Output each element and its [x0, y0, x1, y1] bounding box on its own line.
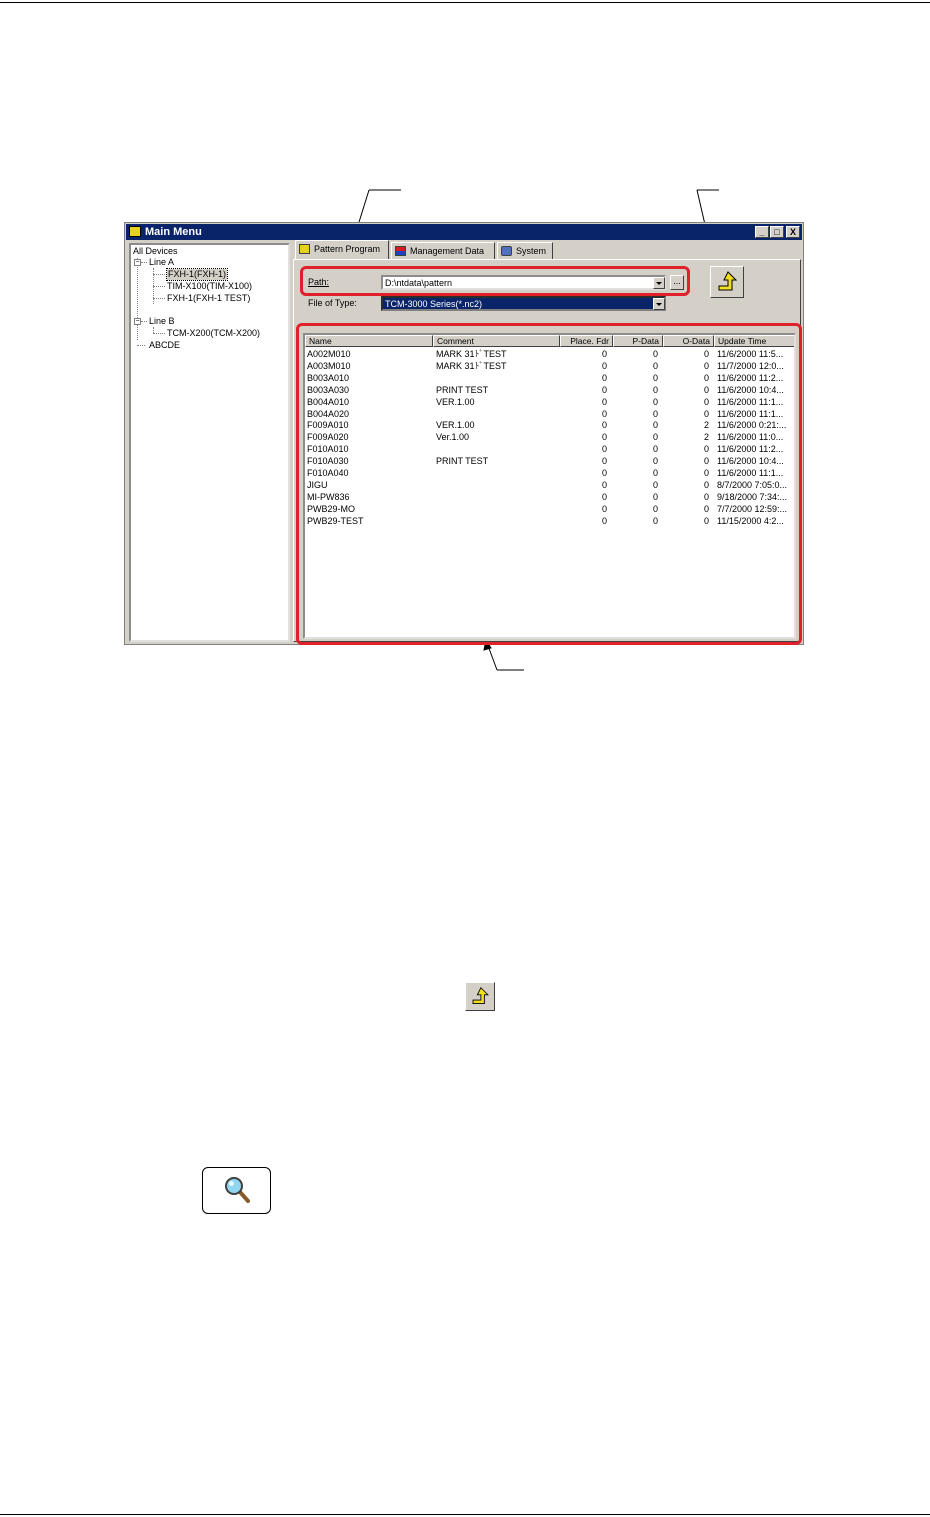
col-header-p-data[interactable]: P-Data	[613, 335, 663, 347]
file-type-label: File of Type:	[308, 298, 357, 308]
table-cell: MARK 31ﾄﾞTEST	[436, 360, 507, 371]
table-cell: 11/6/2000 0:21:...	[717, 420, 787, 431]
device-tree[interactable]	[129, 243, 290, 642]
title-bar	[126, 224, 802, 240]
tree-item-line-a[interactable]: Line A	[149, 257, 175, 267]
table-cell: Ver.1.00	[436, 432, 470, 443]
tab-label: System	[516, 246, 547, 256]
table-cell: 0	[652, 491, 658, 502]
window-title: Main Menu	[145, 226, 202, 238]
col-header-comment[interactable]: Comment	[433, 335, 560, 347]
table-cell: 11/6/2000 11:1...	[717, 468, 784, 478]
table-cell: 9/18/2000 7:34:...	[717, 491, 788, 502]
table-cell: F010A010	[307, 444, 349, 455]
table-cell: 0	[703, 349, 709, 359]
table-cell: 0	[652, 360, 658, 371]
table-cell: A003M010	[307, 360, 351, 371]
tab-system[interactable]	[497, 242, 553, 260]
table-cell: 0	[652, 420, 658, 431]
table-cell: 0	[703, 456, 709, 467]
up-folder-button[interactable]	[710, 266, 744, 298]
table-cell: 11/15/2000 4:2...	[717, 515, 784, 526]
table-cell: 7/7/2000 12:59:...	[717, 503, 788, 514]
table-cell: B003A010	[307, 372, 350, 383]
minimize-button[interactable]: _	[755, 226, 769, 238]
table-cell: 11/6/2000 10:4...	[717, 384, 784, 395]
file-type-dropdown-button[interactable]	[653, 298, 665, 310]
tab-label: Management Data	[410, 246, 485, 256]
table-cell: 0	[601, 479, 607, 490]
col-header-update-time[interactable]: Update Time	[714, 335, 796, 347]
table-cell: JIGU	[307, 479, 328, 490]
management-data-icon	[395, 246, 406, 256]
table-cell: PRINT TEST	[436, 384, 489, 395]
table-cell: 0	[703, 396, 709, 407]
maximize-button[interactable]: □	[770, 226, 784, 238]
table-cell: F010A030	[307, 456, 349, 467]
table-cell: F010A040	[307, 468, 349, 478]
table-cell: 0	[601, 491, 607, 502]
table-cell: 0	[703, 491, 709, 502]
tree-item-line-b[interactable]: Line B	[149, 316, 175, 326]
table-cell: 0	[652, 515, 658, 526]
tree-root[interactable]: All Devices	[133, 246, 178, 256]
table-cell: 11/6/2000 11:5...	[717, 349, 784, 359]
pattern-program-icon	[299, 244, 310, 254]
up-folder-icon	[711, 267, 743, 297]
table-cell: MARK 31ﾄﾞTEST	[436, 349, 507, 359]
table-cell: 11/6/2000 11:0...	[717, 432, 784, 443]
table-cell: 2	[703, 420, 709, 431]
table-cell: B004A010	[307, 396, 350, 407]
table-cell: 11/6/2000 11:1...	[717, 408, 784, 419]
tab-pattern-program[interactable]	[295, 240, 389, 260]
col-header-o-data[interactable]: O-Data	[663, 335, 714, 347]
table-cell: MI-PW836	[307, 491, 350, 502]
table-cell: F009A010	[307, 420, 349, 431]
system-icon	[501, 246, 512, 256]
table-cell: 0	[601, 432, 607, 443]
tree-item-tcm-x200[interactable]: TCM-X200(TCM-X200)	[167, 328, 261, 338]
table-cell: 11/6/2000 11:2...	[717, 444, 784, 455]
table-cell: 0	[703, 479, 709, 490]
table-cell: 0	[652, 456, 658, 467]
browse-button[interactable]: ...	[670, 275, 684, 290]
table-cell: 0	[703, 468, 709, 478]
up-folder-icon	[466, 983, 494, 1010]
table-cell: 11/6/2000 11:1...	[717, 396, 784, 407]
main-menu-window	[124, 222, 804, 645]
table-cell: PWB29-TEST	[307, 515, 364, 526]
table-cell: 0	[652, 479, 658, 490]
table-cell: PRINT TEST	[436, 456, 489, 467]
table-cell: F009A020	[307, 432, 349, 443]
table-cell: 0	[703, 444, 709, 455]
table-cell: 11/6/2000 11:2...	[717, 372, 784, 383]
table-cell: 11/7/2000 12:0...	[717, 360, 784, 371]
tree-item-fxh1-test[interactable]: FXH-1(FXH-1 TEST)	[167, 293, 251, 303]
table-cell: 0	[703, 384, 709, 395]
table-cell: VER.1.00	[436, 396, 475, 407]
col-header-place-fdr[interactable]: Place. Fdr	[560, 335, 613, 347]
table-cell: PWB29-MO	[307, 503, 356, 514]
line-b-toggle[interactable]: −	[135, 318, 140, 325]
table-cell: 0	[652, 396, 658, 407]
table-cell: 0	[601, 360, 607, 371]
table-cell: 0	[601, 384, 607, 395]
app-icon	[129, 226, 141, 237]
table-cell: 0	[703, 360, 709, 371]
table-cell: 0	[601, 468, 607, 478]
table-cell: 0	[652, 349, 658, 359]
table-cell: B003A030	[307, 384, 350, 395]
table-cell: 0	[601, 372, 607, 383]
table-cell: 0	[703, 515, 709, 526]
col-header-name[interactable]: Name	[305, 335, 433, 347]
close-button[interactable]: X	[786, 226, 800, 238]
line-a-toggle[interactable]: −	[135, 259, 140, 266]
magnifier-key	[202, 1167, 271, 1214]
path-highlight	[300, 266, 690, 296]
tree-item-abcde[interactable]: ABCDE	[149, 340, 181, 350]
table-cell: 11/6/2000 10:4...	[717, 456, 784, 467]
table-cell: 0	[652, 372, 658, 383]
bottom-rule	[0, 1514, 930, 1515]
table-cell: 0	[652, 384, 658, 395]
table-cell: 0	[601, 444, 607, 455]
path-label: Path:	[308, 277, 330, 287]
table-cell: 0	[703, 503, 709, 514]
tree-item-fxh1[interactable]: FXH-1(FXH-1)	[168, 269, 226, 279]
magnifier-icon	[222, 1174, 252, 1204]
table-cell: 0	[601, 503, 607, 514]
list-highlight	[296, 323, 802, 645]
table-cell: 0	[703, 372, 709, 383]
table-cell: 0	[601, 515, 607, 526]
tab-management-data[interactable]	[391, 242, 495, 260]
table-cell: 0	[601, 349, 607, 359]
table-cell: 0	[601, 456, 607, 467]
up-folder-button-inline	[465, 982, 495, 1011]
tree-item-tim-x100[interactable]: TIM-X100(TIM-X100)	[167, 281, 253, 291]
table-cell: 0	[652, 444, 658, 455]
file-type-select[interactable]: TCM-3000 Series(*.nc2)	[381, 296, 666, 311]
path-input[interactable]: D:\ntdata\pattern	[381, 275, 666, 290]
table-cell: 0	[652, 468, 658, 478]
table-cell: A002M010	[307, 349, 351, 359]
table-cell: 0	[601, 396, 607, 407]
table-cell: 0	[703, 408, 709, 419]
tab-label: Pattern Program	[314, 244, 381, 254]
table-cell: 0	[652, 408, 658, 419]
table-cell: 2	[703, 432, 709, 443]
table-cell: 8/7/2000 7:05:0...	[717, 479, 788, 490]
table-cell: 0	[652, 432, 658, 443]
table-cell: VER.1.00	[436, 420, 475, 431]
table-cell: 0	[652, 503, 658, 514]
table-cell: B004A020	[307, 408, 350, 419]
table-cell: 0	[601, 408, 607, 419]
table-cell: 0	[601, 420, 607, 431]
